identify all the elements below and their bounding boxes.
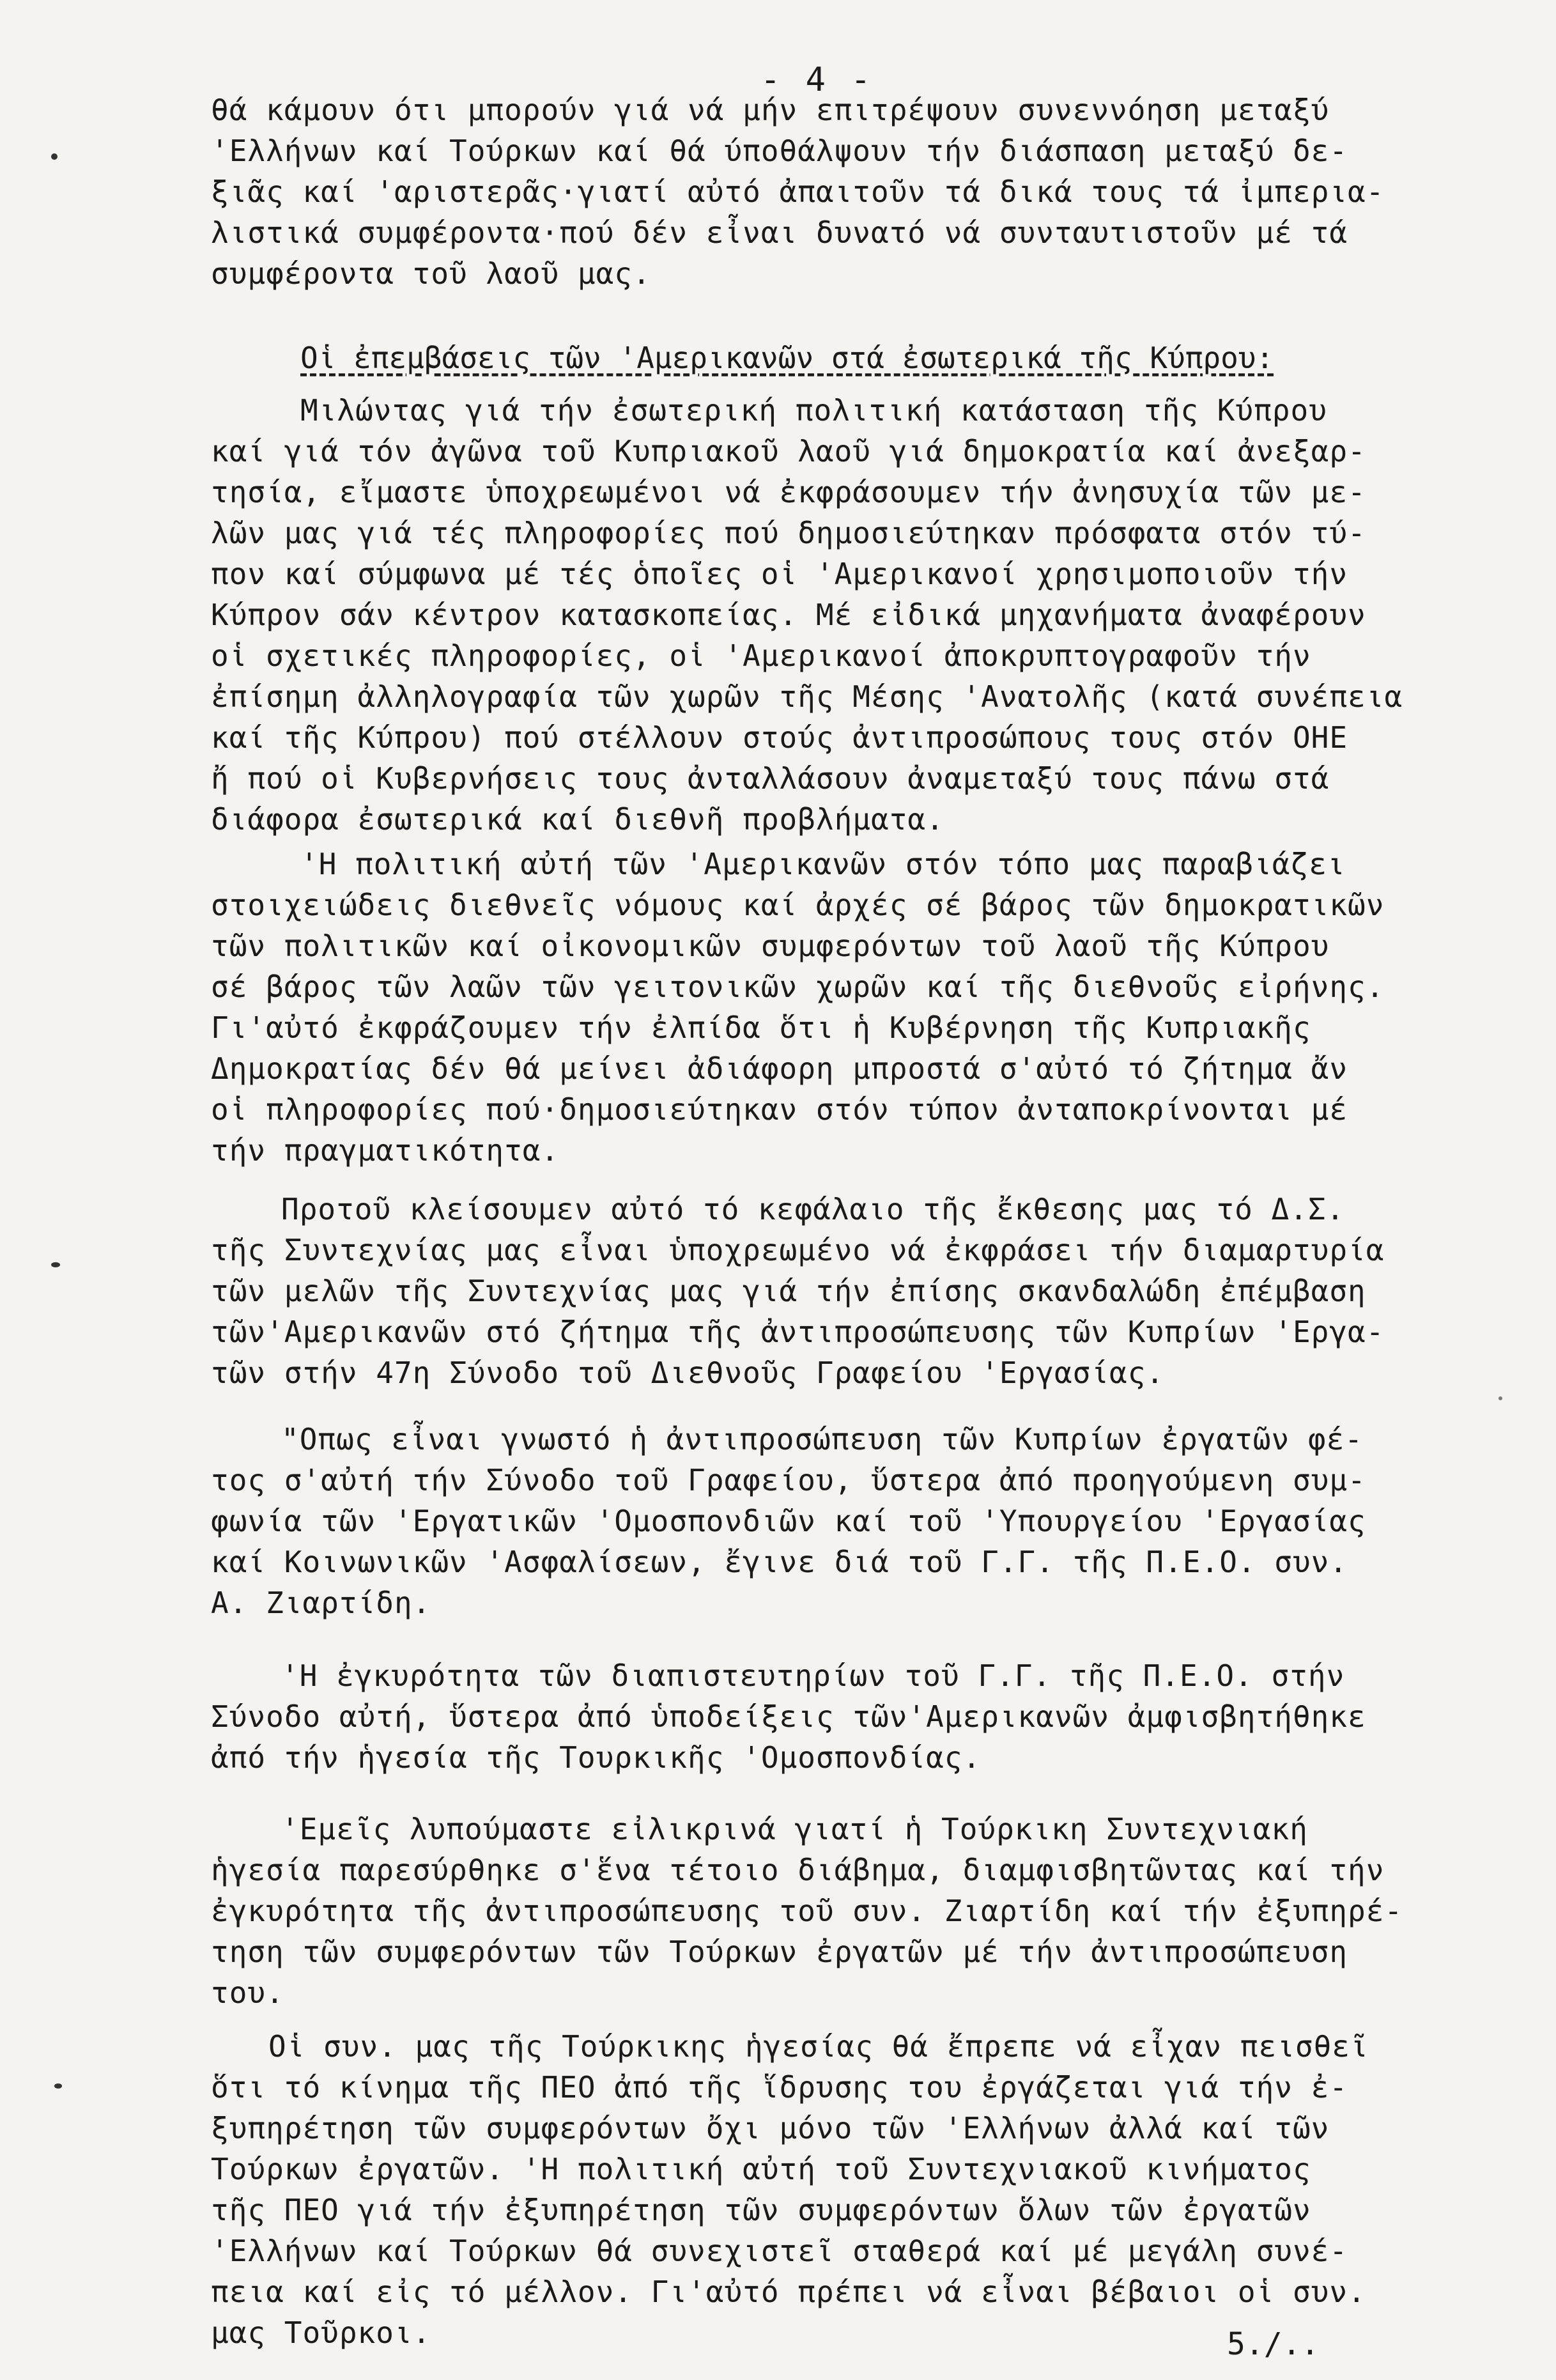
paragraph-6: 'Εμεῖς λυπούμαστε εἰλικρινά γιατί ἡ Τούρκικη Συντεχνιακή ἡγεσία παρεσύρθηκε σ'ἕνα τέτοιο διάβημα, διαμφισβητῶντας καί τήν ἐγκυρότητα τῆς ἀντιπροσώπευσης τοῦ συν. Ζιαρτίδη καί τήν ἐξυπηρέ- τηση τῶν συμφερόντων τῶν Τούρκων ἐργατῶν μέ τήν ἀντιπροσώπευση του.: [211, 1812, 1403, 2010]
paragraph-5: 'Η ἐγκυρότητα τῶν διαπιστευτηρίων τοῦ Γ.Γ. τῆς Π.Ε.Ο. στήν Σύνοδο αὐτή, ὕστερα ἀπό ὑποδείξεις τῶν'Αμερικανῶν ἀμφισβητήθηκε ἀπό τήν ἡγεσία τῆς Τουρκικῆς 'Ομοσπονδίας.: [211, 1658, 1366, 1775]
paragraph-3: Προτοῦ κλείσουμεν αὐτό τό κεφάλαιο τῆς ἔκθεσης μας τό Δ.Σ. τῆς Συντεχνίας μας εἶναι ὑποχρεωμένο νά ἐκφράσει τήν διαμαρτυρία τῶν μελῶν τῆς Συντεχνίας μας γιά τήν ἐπίσης σκανδαλώδη ἐπέμβαση τῶν'Αμερικανῶν στό ζήτημα τῆς ἀντιπροσώπευσης τῶν Κυπρίων 'Εργα- τῶν στήν 47η Σύνοδο τοῦ Διεθνοῦς Γραφείου 'Εργασίας.: [211, 1192, 1385, 1390]
paragraph-7: Οἱ συν. μας τῆς Τούρκικης ἡγεσίας θά ἔπρεπε νά εἶχαν πεισθεῖ ὅτι τό κίνημα τῆς ΠΕΟ ἀπό τῆς ἵδρυσης του ἐργάζεται γιά τήν ἐ- ξυπηρέτηση τῶν συμφερόντων ὄχι μόνο τῶν 'Ελλήνων ἀλλά καί τῶν Τούρκων ἐργατῶν. 'Η πολιτική αὐτή τοῦ Συντεχνιακοῦ κινήματος τῆς ΠΕΟ γιά τήν ἐξυπηρέτηση τῶν συμφερόντων ὅλων τῶν ἐργατῶν 'Ελλήνων καί Τούρκων θά συνεχιστεῖ σταθερά καί μέ μεγάλη συνέ- πεια καί εἰς τό μέλλον. Γι'αὐτό πρέπει νά εἶναι βέβαιοι οἱ συν. μας Τοῦρκοι.: [211, 2029, 1369, 2350]
continuation-marker: 5./..: [1227, 2326, 1320, 2362]
scan-speck: [1498, 1396, 1502, 1400]
section-heading: Οἱ ἐπεμβάσεις τῶν 'Αμερικανῶν στά ἐσωτερικά τῆς Κύπρου:: [300, 341, 1274, 375]
paragraph-4: "Οπως εἶναι γνωστό ἡ ἀντιπροσώπευση τῶν Κυπρίων ἐργατῶν φέ- τος σ'αὐτή τήν Σύνοδο τοῦ Γραφείου, ὕστερα ἀπό προηγούμενη συμ- φωνία τῶν 'Εργατικῶν 'Ομοσπονδιῶν καί τοῦ 'Υπουργείου 'Εργασίας καί Κοινωνικῶν 'Ασφαλίσεων, ἔγινε διά τοῦ Γ.Γ. τῆς Π.Ε.Ο. συν. Α. Ζιαρτίδη.: [211, 1422, 1366, 1620]
intro-paragraph: θά κάμουν ότι μπορούν γιά νά μήν επιτρέψουν συνεννόηση μεταξύ 'Ελλήνων καί Τούρκων καί θά ύποθάλψουν τήν διάσπαση μεταξύ δε- ξιᾶς καί 'αριστερᾶς·γιατί αὐτό ἀπαιτοῦν τά δικά τους τά ἰμπερια- λιστικά συμφέροντα·πού δέν εἶναι δυνατό νά συνταυτιστοῦν μέ τά συμφέροντα τοῦ λαοῦ μας.: [211, 93, 1385, 291]
paragraph-1: Μιλώντας γιά τήν ἐσωτερική πολιτική κατάσταση τῆς Κύπρου καί γιά τόν ἀγῶνα τοῦ Κυπριακοῦ λαοῦ γιά δημοκρατία καί ἀνεξαρ- τησία, εἴμαστε ὑποχρεωμένοι νά ἐκφράσουμεν τήν ἀνησυχία τῶν με- λῶν μας γιά τές πληροφορίες πού δημοσιεύτηκαν πρόσφατα στόν τύ- πον καί σύμφωνα μέ τές ὁποῖες οἱ 'Αμερικανοί χρησιμοποιοῦν τήν Κύπρον σάν κέντρον κατασκοπείας. Μέ εἰδικά μηχανήματα ἀναφέρουν οἱ σχετικές πληροφορίες, οἱ 'Αμερικανοί ἀποκρυπτογραφοῦν τήν ἐπίσημη ἀλληλογραφία τῶν χωρῶν τῆς Μέσης 'Ανατολῆς (κατά συνέπεια καί τῆς Κύπρου) πού στέλλουν στούς ἀντιπροσώπους τους στόν ΟΗΕ ἤ πού οἱ Κυβερνήσεις τους ἀνταλλάσουν ἀναμεταξύ τους πάνω στά διάφορα ἐσωτερικά καί διεθνῆ προβλήματα.: [211, 393, 1403, 837]
page-number: - 4 -: [760, 61, 874, 99]
scan-speck: [54, 2083, 62, 2089]
scan-speck: [51, 1262, 60, 1267]
paragraph-2: 'Η πολιτική αὐτή τῶν 'Αμερικανῶν στόν τόπο μας παραβιάζει στοιχειώδεις διεθνεῖς νόμους καί ἀρχές σέ βάρος τῶν δημοκρατικῶν τῶν πολιτικῶν καί οἰκονομικῶν συμφερόντων τοῦ λαοῦ τῆς Κύπρου σέ βάρος τῶν λαῶν τῶν γειτονικῶν χωρῶν καί τῆς διεθνοῦς εἰρήνης. Γι'αὐτό ἐκφράζουμεν τήν ἐλπίδα ὅτι ἡ Κυβέρνηση τῆς Κυπριακῆς Δημοκρατίας δέν θά μείνει ἀδιάφορη μπροστά σ'αὐτό τό ζήτημα ἄν οἱ πληροφορίες πού·δημοσιεύτηκαν στόν τύπον ἀνταποκρίνονται μέ τήν πραγματικότητα.: [211, 847, 1385, 1168]
scan-speck: [51, 153, 58, 160]
